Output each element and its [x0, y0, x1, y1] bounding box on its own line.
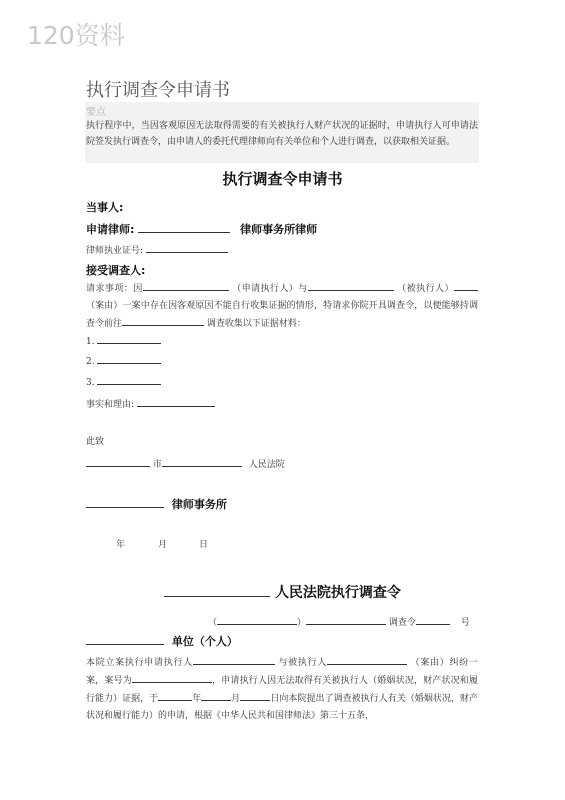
item-blank-3	[97, 374, 161, 385]
page-title: 执行调查令申请书	[86, 80, 230, 101]
order-number-mid: 调查令	[388, 618, 416, 628]
list-item	[86, 353, 161, 367]
order-body-text-g: 日向本院提出了调查被执行人有关（婚姻状况，财产状况和履行能力）的申请，根据《中华人民共和国律师法》第三十五条，	[86, 694, 478, 721]
request-text-4: （案由）一案中存在因客观原因不能自行收集证据的情形，特请求你院开具调查令，以便能够持调查令前往	[86, 301, 478, 329]
order-body-text-f: 月	[231, 694, 241, 704]
request-blank-1	[143, 280, 229, 291]
request-text-2: （申请执行人）与	[232, 284, 308, 294]
order-body-blank-5	[201, 690, 231, 701]
facts-blank	[137, 396, 215, 407]
lawyer-name-blank	[138, 222, 230, 233]
date-year: 年	[116, 540, 126, 550]
order-body-text-e: 年	[192, 694, 202, 704]
order-number-line	[208, 614, 470, 628]
order-body-blank-2	[327, 654, 407, 665]
order-body-text-b: 与被执行人	[278, 658, 328, 668]
order-body-blank-1	[193, 654, 275, 665]
watermark-logo: 120资料	[27, 21, 125, 50]
request-blank-2	[308, 280, 394, 291]
court-suffix: 人民法院	[248, 460, 285, 470]
court-name-blank	[162, 456, 242, 467]
item-blank-2	[97, 353, 161, 364]
applicant-lawyer-label: 申请律师:	[86, 223, 135, 236]
firm-blank	[86, 497, 164, 508]
order-body-blank-6	[240, 690, 270, 701]
court-line	[86, 456, 285, 470]
date-day: 日	[199, 540, 209, 550]
applicant-lawyer-suffix: 律师事务所律师	[240, 223, 318, 236]
parties-label: 当事人:	[86, 201, 124, 214]
order-body-text-a: 本院立案执行申请执行人	[86, 658, 193, 668]
order-body-blank-4	[158, 690, 192, 701]
facts-label: 事实和理由:	[86, 400, 135, 410]
item-number-2: 2.	[86, 357, 95, 367]
order-body-text-d: ，申请执行人因无法取得有关被执行人（婚姻状况，财产状况和履行能力）证据，于	[86, 676, 478, 704]
order-body-blank-3	[132, 672, 212, 683]
request-text-3: （被执行人）	[397, 284, 454, 294]
investigated-label: 接受调查人:	[86, 264, 146, 277]
order-year-blank	[217, 614, 297, 625]
license-line	[86, 242, 228, 256]
main-title: 执行调查令申请书	[222, 170, 343, 188]
license-label: 律师执业证号:	[86, 246, 144, 256]
request-text-1: 请求事项：因	[86, 284, 143, 294]
court-city-label: 市	[152, 460, 162, 470]
order-seq-blank	[416, 614, 450, 625]
license-blank	[146, 242, 228, 253]
order-body-paragraph	[86, 654, 478, 725]
order-number-end: 号	[460, 618, 470, 628]
list-item	[86, 333, 161, 347]
request-paragraph	[86, 280, 478, 333]
unit-line	[86, 633, 238, 649]
date-month: 月	[158, 540, 168, 550]
order-title-suffix: 人民法院执行调查令	[274, 585, 401, 601]
order-number-close: ）	[297, 618, 307, 628]
order-title	[0, 582, 565, 602]
summary-label: 要点	[86, 107, 106, 118]
order-code-blank	[306, 614, 386, 625]
list-item	[86, 374, 161, 388]
order-number-open: （	[208, 618, 218, 628]
unit-blank	[86, 634, 164, 645]
summary-text: 执行程序中，当因客观原因无法取得需要的有关被执行人财产状况的证据时，申请执行人可申请法院签发执行调查令，由申请人的委托代理律师向有关单位和个人进行调查，以获取相关证据。	[86, 121, 478, 147]
unit-label: 单位（个人）	[171, 635, 238, 648]
order-court-blank	[164, 582, 270, 597]
item-number-3: 3.	[86, 378, 95, 388]
court-city-blank	[86, 456, 150, 467]
firm-line	[86, 496, 227, 512]
facts-line	[86, 396, 215, 410]
item-number-1: 1.	[86, 337, 95, 347]
request-blank-3	[454, 280, 478, 291]
order-body-text-c: （案由）纠纷一案，案号为	[86, 658, 478, 686]
applicant-lawyer-line	[86, 221, 317, 237]
request-blank-4	[122, 315, 204, 326]
item-blank-1	[97, 333, 161, 344]
firm-suffix: 律师事务所	[171, 498, 227, 511]
request-text-5: 调查收集以下证据材料：	[206, 319, 306, 329]
closing-text: 此致	[86, 437, 105, 447]
